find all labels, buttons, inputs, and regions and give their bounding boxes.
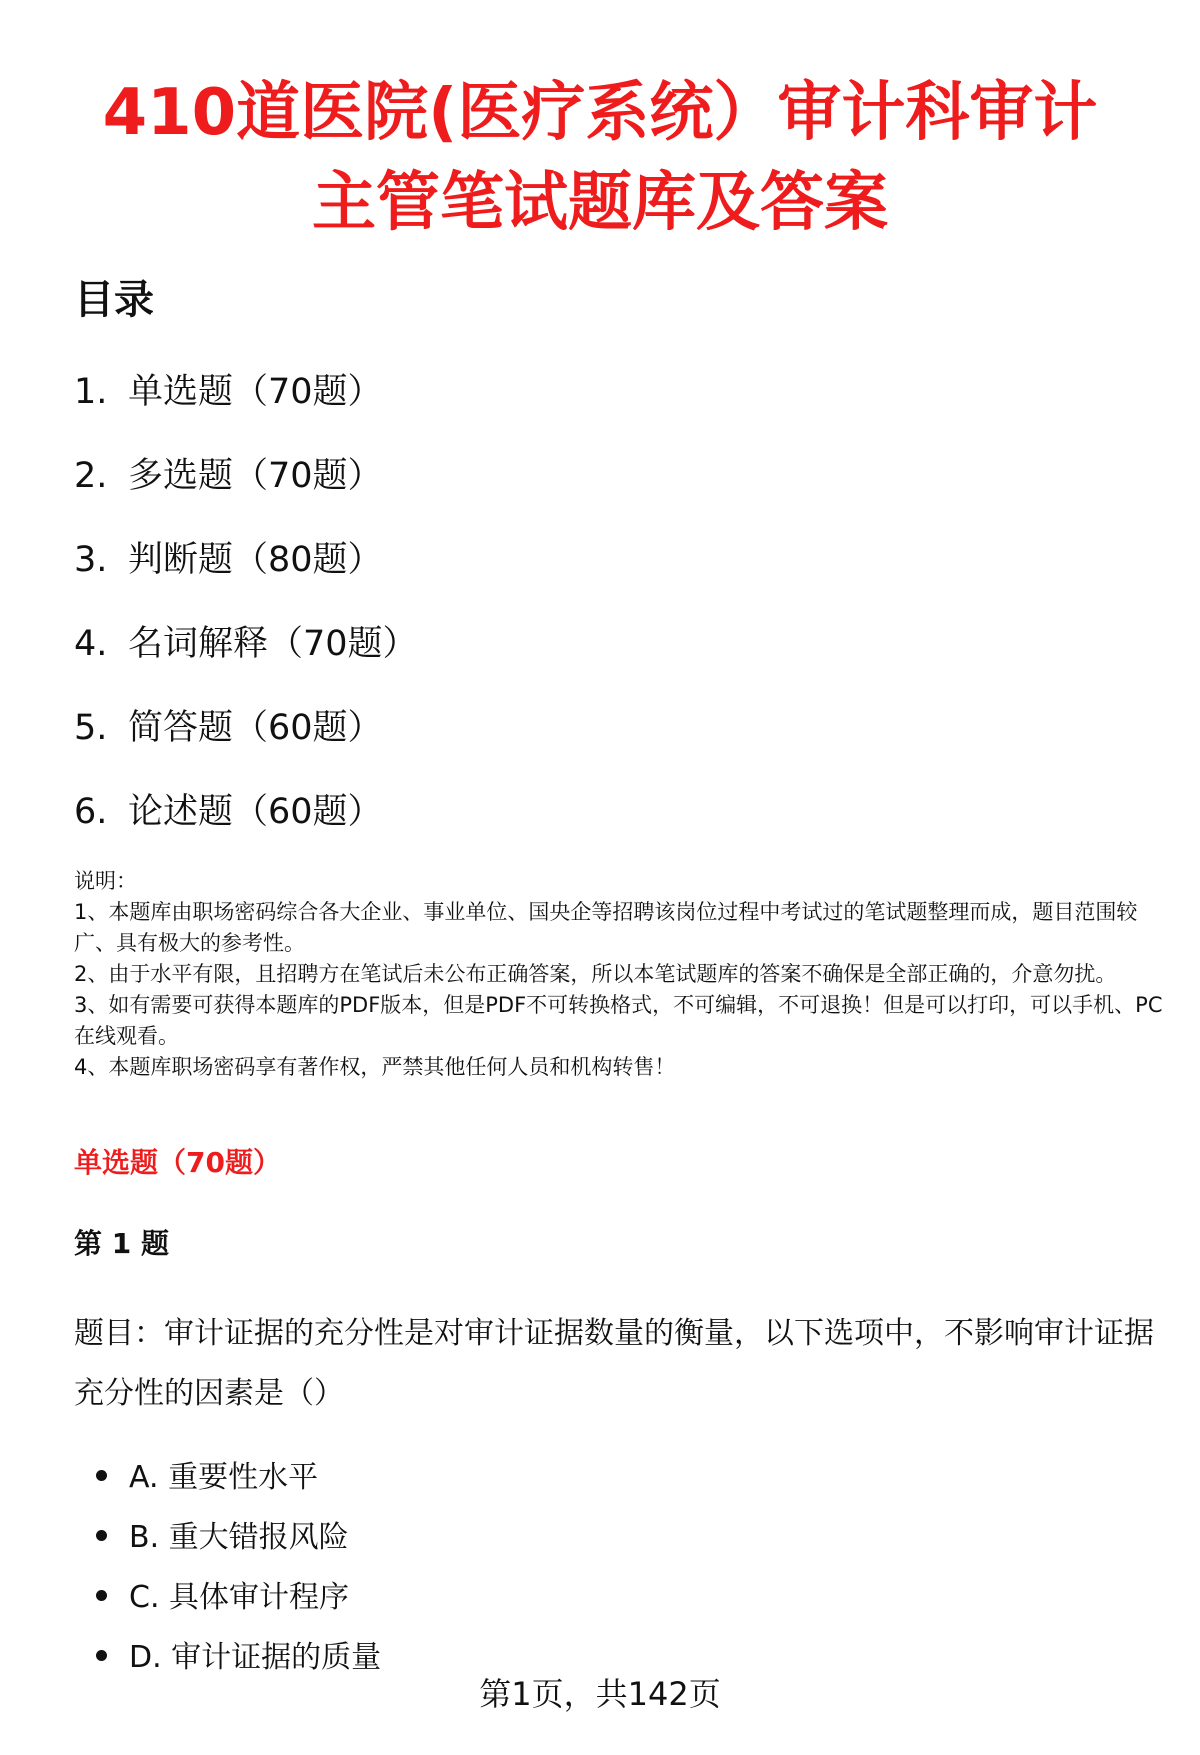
page-footer: 第1页，共142页 xyxy=(479,1675,721,1713)
question-number: 第 1 题 xyxy=(74,1227,169,1260)
toc-item-terms[interactable] xyxy=(74,614,418,698)
toc-item-label: 简答题（60题） xyxy=(128,708,383,748)
option-c xyxy=(96,1573,381,1633)
toc-item-label: 名词解释（70题） xyxy=(128,624,418,664)
bullet-icon xyxy=(96,1650,107,1661)
notes-block xyxy=(74,866,1164,1083)
document-title-line-1: 410道医院(医疗系统）审计科审计 xyxy=(102,76,1098,150)
option-a xyxy=(96,1453,381,1513)
toc-item-label: 单选题（70题） xyxy=(128,372,383,412)
section-title: 单选题（70题） xyxy=(74,1146,281,1179)
document-title xyxy=(40,68,1160,248)
option-label: B. 重大错报风险 xyxy=(129,1520,349,1555)
note-item: 4、本题库职场密码享有著作权，严禁其他任何人员和机构转售！ xyxy=(74,1055,676,1079)
toc-item-number: 4. xyxy=(74,624,108,664)
note-item: 2、由于水平有限，且招聘方在笔试后未公布正确答案，所以本笔试题库的答案不确保是全部正确的，介意勿扰。 xyxy=(74,962,1117,986)
toc-item-label: 多选题（70题） xyxy=(128,456,383,496)
toc-item-label: 判断题（80题） xyxy=(128,540,383,580)
toc-item-true-false[interactable] xyxy=(74,530,418,614)
answer-options xyxy=(96,1453,381,1693)
note-item: 3、如有需要可获得本题库的PDF版本，但是PDF不可转换格式，不可编辑，不可退换！但是可以打印，可以手机、PC在线观看。 xyxy=(74,993,1163,1048)
bullet-icon xyxy=(96,1590,107,1601)
toc-item-number: 6. xyxy=(74,792,108,832)
option-label: A. 重要性水平 xyxy=(129,1460,319,1495)
bullet-icon xyxy=(96,1530,107,1541)
toc-item-number: 2. xyxy=(74,456,108,496)
option-label: D. 审计证据的质量 xyxy=(129,1640,382,1675)
bullet-icon xyxy=(96,1470,107,1481)
toc-item-single-choice[interactable] xyxy=(74,362,418,446)
toc-item-essay[interactable] xyxy=(74,782,418,866)
note-item: 1、本题库由职场密码综合各大企业、事业单位、国央企等招聘该岗位过程中考试过的笔试题整理而成，题目范围较广、具有极大的参考性。 xyxy=(74,900,1138,955)
option-b xyxy=(96,1513,381,1573)
table-of-contents xyxy=(74,362,418,866)
toc-item-number: 1. xyxy=(74,372,108,412)
document-title-line-2: 主管笔试题库及答案 xyxy=(312,166,888,240)
toc-item-multiple-choice[interactable] xyxy=(74,446,418,530)
toc-item-label: 论述题（60题） xyxy=(128,792,383,832)
toc-item-short-answer[interactable] xyxy=(74,698,418,782)
toc-item-number: 3. xyxy=(74,540,108,580)
notes-heading: 说明： xyxy=(74,869,137,893)
option-label: C. 具体审计程序 xyxy=(129,1580,350,1615)
toc-heading: 目录 xyxy=(74,277,154,323)
toc-item-number: 5. xyxy=(74,708,108,748)
question-stem: 题目：审计证据的充分性是对审计证据数量的衡量，以下选项中，不影响审计证据充分性的因素是（） xyxy=(74,1316,1154,1411)
